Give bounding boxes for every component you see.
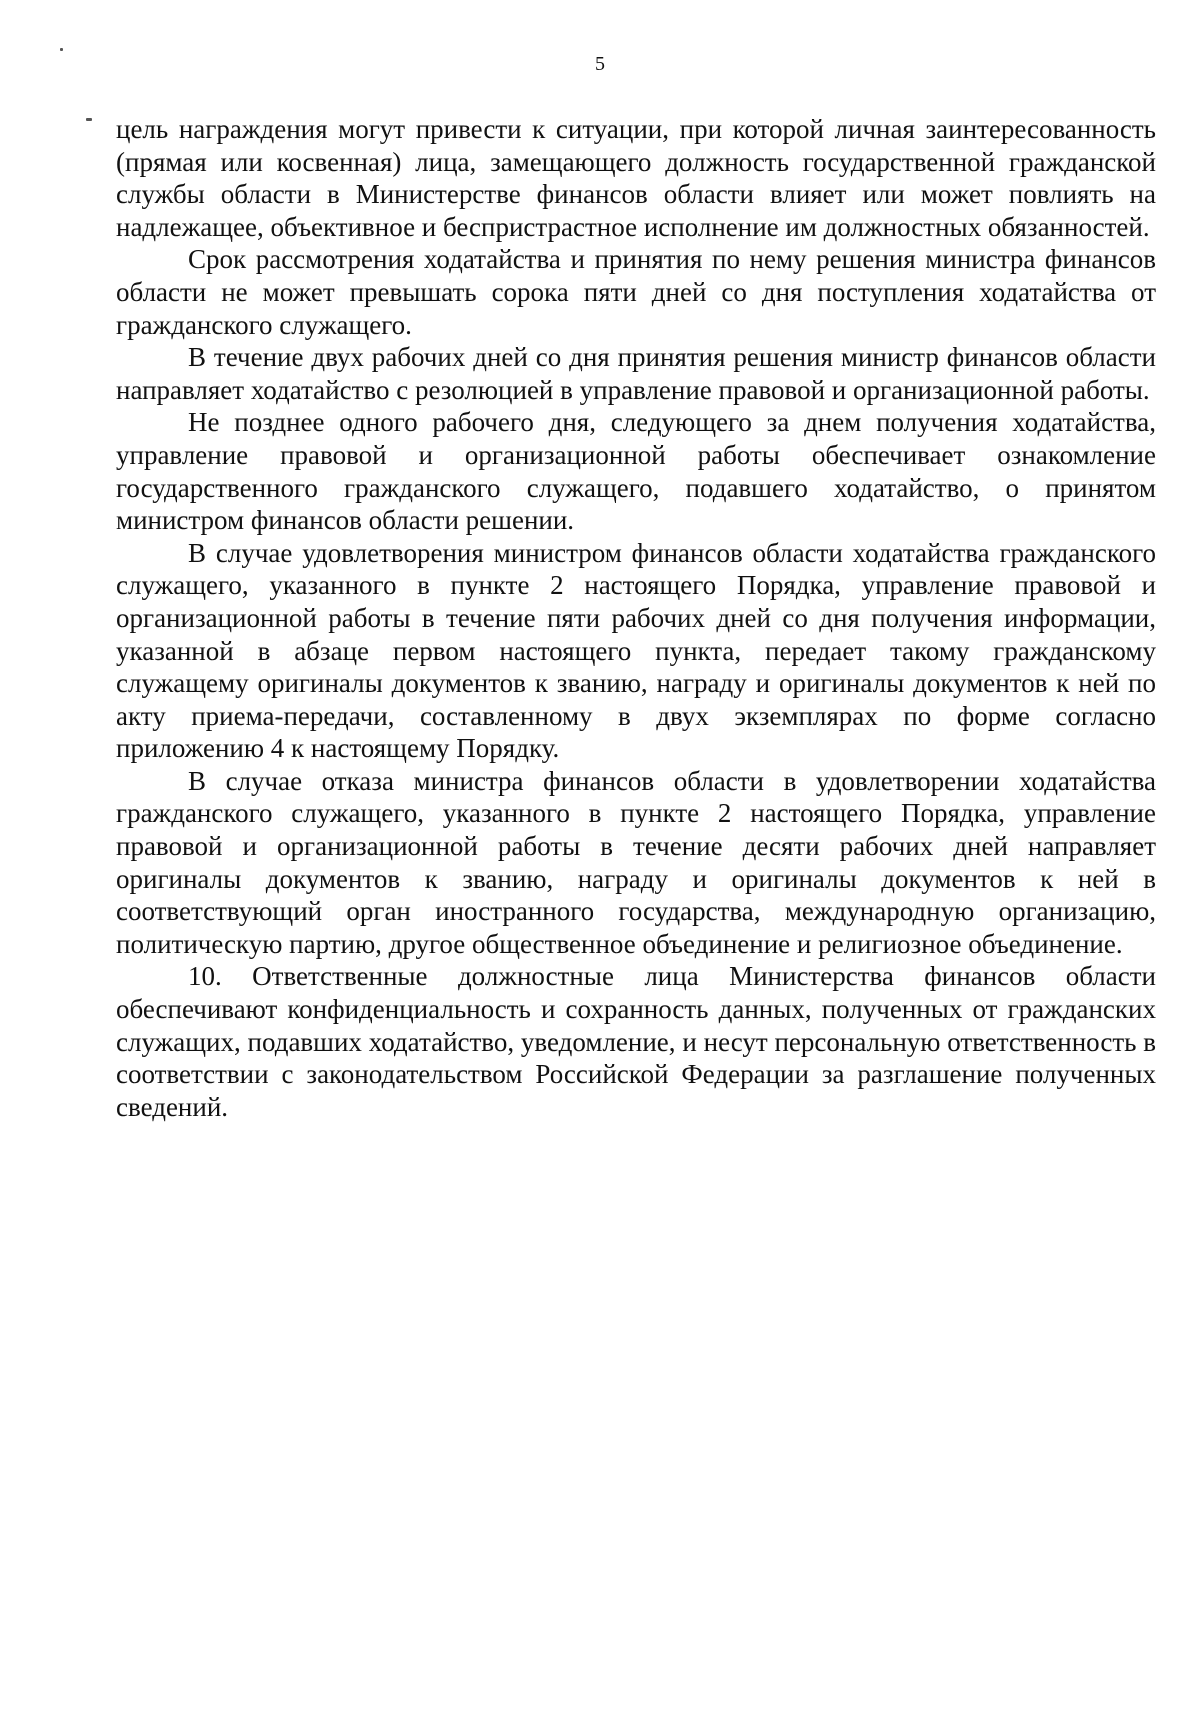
paragraph-notification: Не позднее одного рабочего дня, следующего за днем получения ходатайства, управление правовой и организационной работы обеспечивает ознакомление государственного гражданского служащего, подавшего ходатайство, о принятом министром финансов области решении.	[116, 407, 1156, 536]
paragraph-review-term: Срок рассмотрения ходатайства и принятия по нему решения министра финансов области не может превышать сорока пяти дней со дня поступления ходатайства от гражданского служащего.	[116, 244, 1156, 340]
paragraph-item-10: 10. Ответственные должностные лица Министерства финансов области обеспечивают конфиденциальность и сохранность данных, полученных от гражданских служащих, подавших ходатайство, уведомление, и несут персональную ответственность в соответствии с законодательством Российской Федерации за разглашение полученных сведений.	[116, 961, 1156, 1122]
document-body	[116, 113, 1156, 1123]
scan-speck	[60, 48, 63, 51]
paragraph-refusal-case: В случае отказа министра финансов области в удовлетворении ходатайства гражданского служащего, указанного в пункте 2 настоящего Порядка, управление правовой и организационной работы в течение десяти рабочих дней направляет оригиналы документов к званию, награду и оригиналы документов к ней в соответствующий орган иностранного государства, международную организацию, политическую партию, другое общественное объединение и религиозное объединение.	[116, 765, 1156, 959]
paragraph-continuation: цель награждения могут привести к ситуации, при которой личная заинтересованность (прямая или косвенная) лица, замещающего должность государственной гражданской службы области в Министерстве финансов области влияет или может повлиять на надлежащее, объективное и беспристрастное исполнение им должностных обязанностей.	[116, 114, 1156, 242]
page-number: 5	[595, 53, 605, 75]
scan-speck	[86, 118, 92, 121]
paragraph-forwarding: В течение двух рабочих дней со дня принятия решения министр финансов области направляет ходатайство с резолюцией в управление правовой и организационной работы.	[116, 342, 1156, 405]
paragraph-approval-case: В случае удовлетворения министром финансов области ходатайства гражданского служащего, указанного в пункте 2 настоящего Порядка, управление правовой и организационной работы в течение пяти рабочих дней со дня получения информации, указанной в абзаце первом настоящего пункта, передает такому гражданскому служащему оригиналы документов к званию, награду и оригиналы документов к ней по акту приема-передачи, составленному в двух экземплярах по форме согласно приложению 4 к настоящему Порядку.	[116, 537, 1156, 764]
